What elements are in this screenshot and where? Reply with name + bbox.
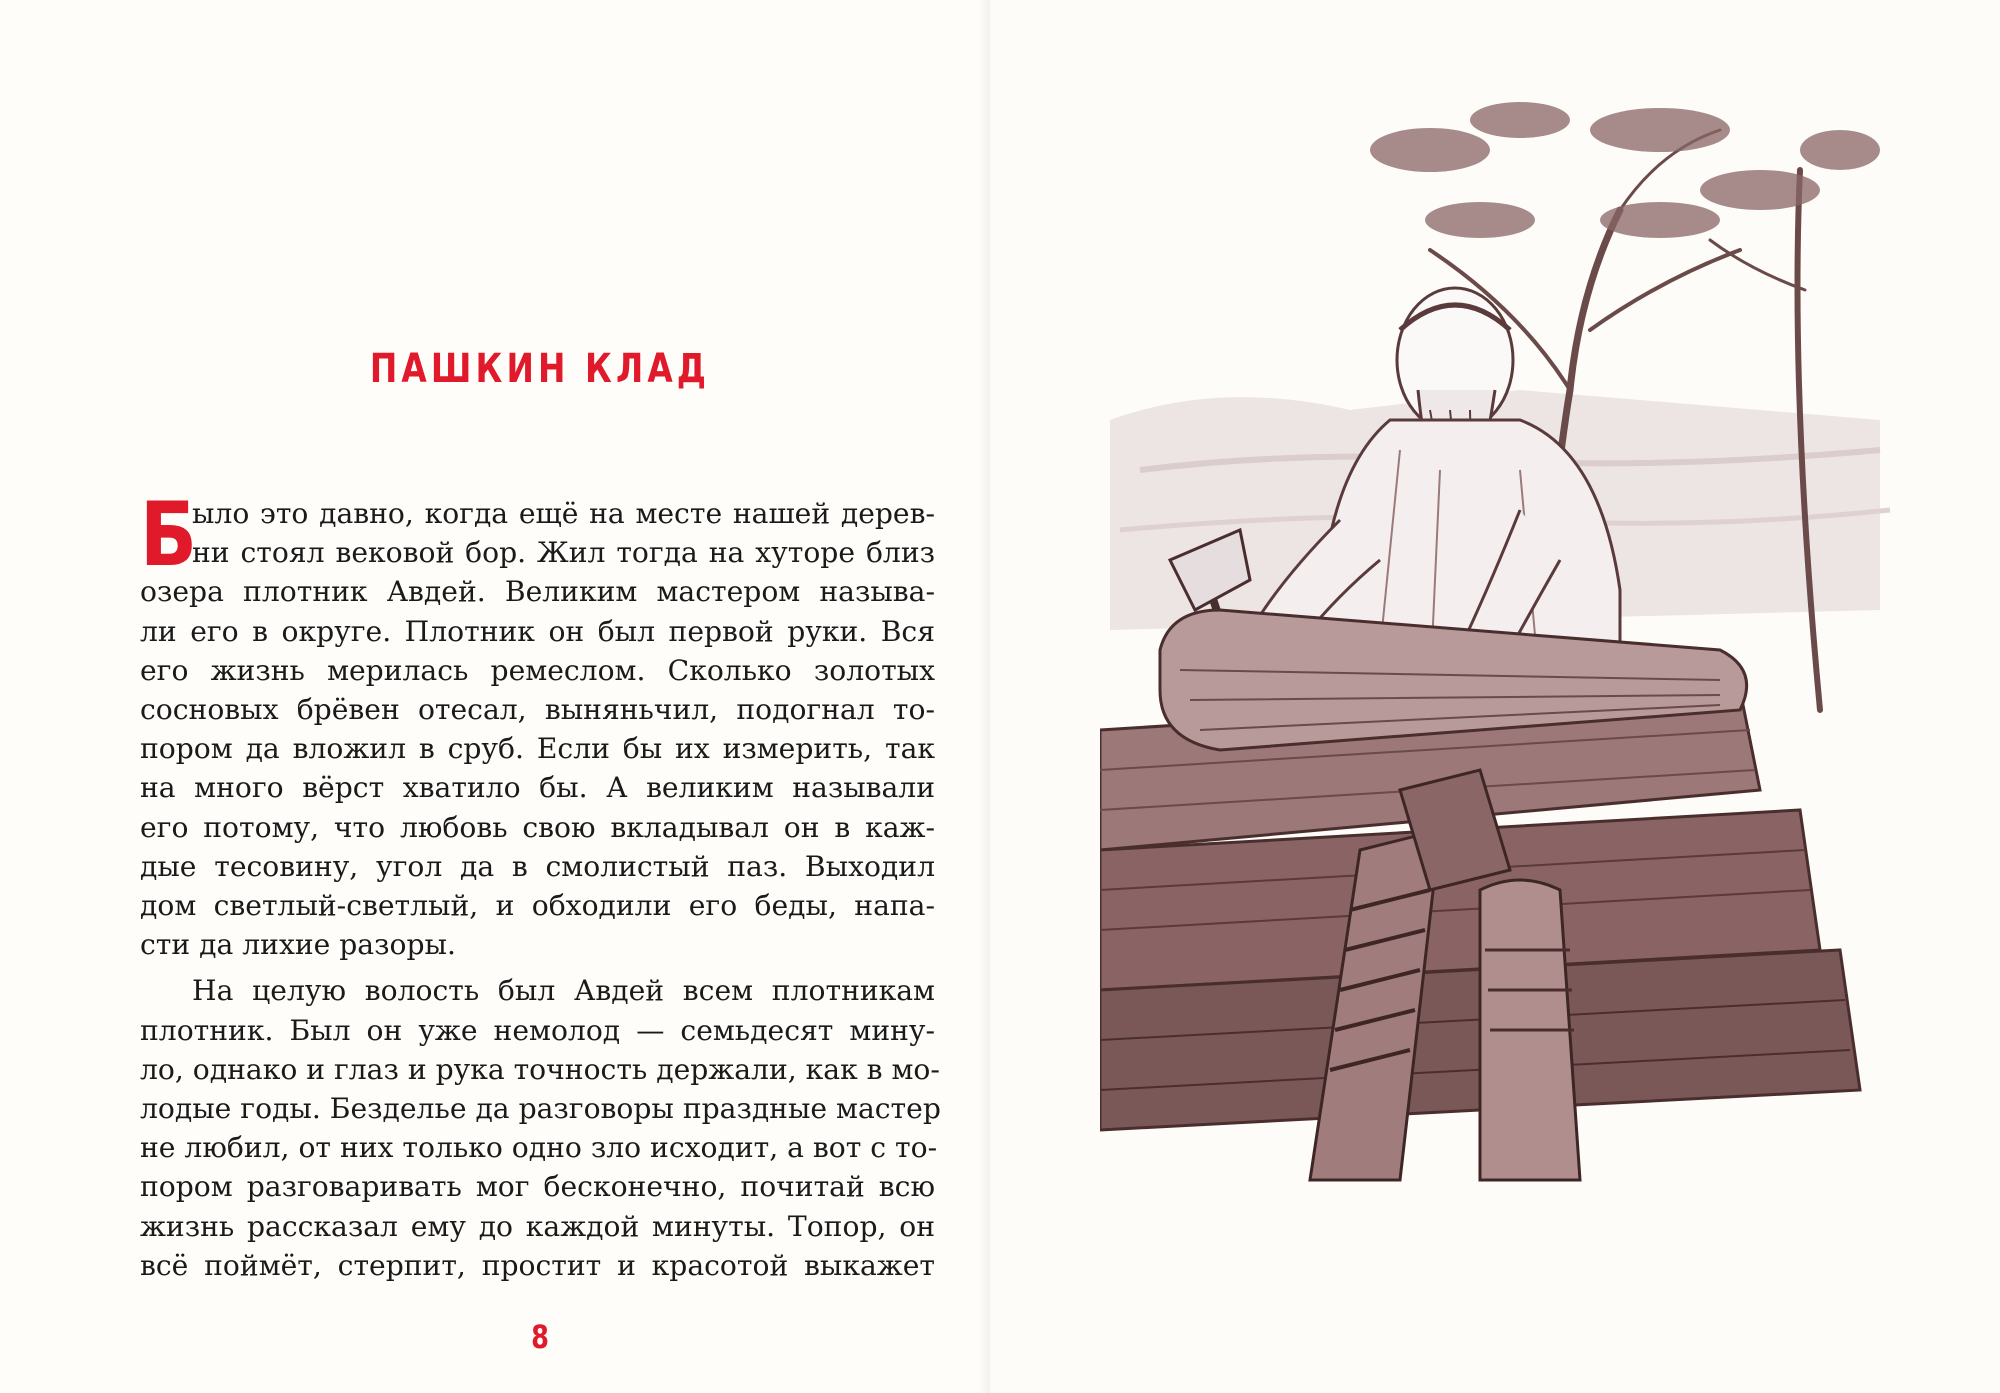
text-line: ни стоял вековой бор. Жил тогда на хуторе близ (192, 536, 935, 570)
text-line: сосновых брёвен отесал, выняньчил, подогнал то- (140, 693, 935, 727)
text-line: жизнь рассказал ему до каждой минуты. Топор, он (140, 1209, 935, 1243)
text-line: ли его в округе. Плотник он был первой руки. Вся (140, 614, 935, 648)
text-line: На целую волость был Авдей всем плотникам (192, 974, 935, 1008)
text-line: на много вёрст хватило бы. А великим называли (140, 771, 935, 805)
paragraph-2 (140, 971, 941, 1285)
text-line: плотник. Был он уже немолод — семьдесят мину- (140, 1013, 935, 1047)
text-line: озера плотник Авдей. Великим мастером называ- (140, 575, 935, 609)
text-line: сти да лихие разоры. (140, 928, 456, 962)
drop-cap: Б (140, 483, 198, 586)
paragraph-1 (140, 483, 935, 964)
left-page (0, 0, 990, 1393)
text-line: его потому, что любовь свою вкладывал он в каж- (140, 810, 935, 844)
chapter-title: ПАШКИН КЛАД (369, 346, 711, 392)
page-number: 8 (531, 1318, 549, 1356)
carpenter-illustration (1100, 90, 1900, 1190)
text-line: дые тесовину, угол да в смолистый паз. Выходил (140, 849, 935, 883)
story-text (140, 483, 941, 1285)
text-line: пором разговаривать мог бесконечно, почитай всю (140, 1170, 935, 1204)
text-line: лодые годы. Безделье да разговоры праздные мастер (140, 1092, 941, 1126)
text-line: ло, однако и глаз и рука точность держали, как в мо- (140, 1052, 940, 1086)
text-line: всё поймёт, стерпит, простит и красотой выкажет (140, 1248, 935, 1282)
text-line: ыло это давно, когда ещё на месте нашей дерев- (192, 497, 935, 530)
text-line: его жизнь мерилась ремеслом. Сколько золотых (140, 653, 935, 687)
text-line: не любил, от них только одно зло исходит, а вот с то- (140, 1131, 938, 1165)
text-line: пором да вложил в сруб. Если бы их измерить, так (140, 732, 935, 766)
text-line: дом светлый-светлый, и обходили его беды, напа- (140, 889, 935, 923)
